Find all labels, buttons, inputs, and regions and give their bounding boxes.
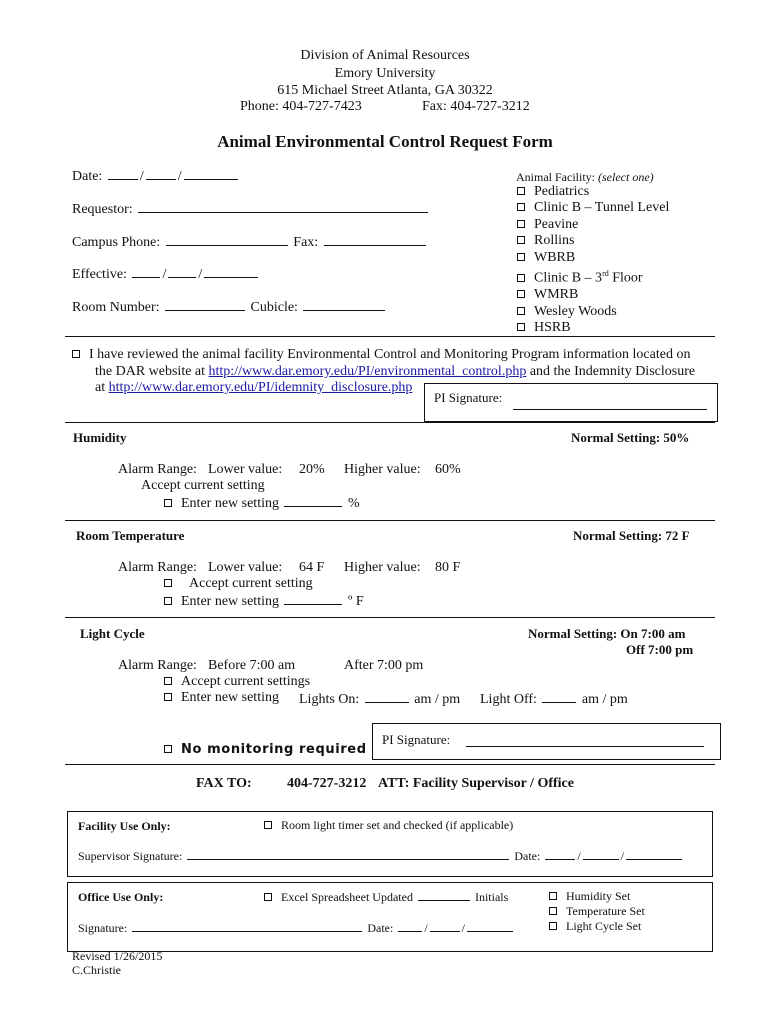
accept-label: Accept current settings	[181, 674, 311, 689]
room-light-timer-option[interactable]	[264, 818, 513, 833]
checkbox-icon[interactable]	[517, 187, 525, 195]
no-monitoring-label: No monitoring required	[181, 742, 367, 757]
divider	[65, 422, 715, 423]
campus-phone-field[interactable]	[72, 233, 428, 251]
checkbox-icon[interactable]	[517, 220, 525, 228]
humidity-lower-value: 20%	[299, 462, 325, 477]
checkbox-icon[interactable]	[164, 677, 172, 685]
superscript: rd	[602, 269, 609, 279]
temperature-alarm-label: Alarm Range:	[118, 560, 197, 575]
facility-option-pediatrics[interactable]	[517, 184, 669, 200]
fax-to-number: 404-727-3212	[287, 776, 367, 791]
lights-on-ampm: am / pm	[414, 692, 461, 707]
facility-option-wbrb[interactable]	[517, 250, 669, 266]
supervisor-signature-field[interactable]: Supervisor Signature: Date: / /	[78, 848, 684, 864]
excel-label: Excel Spreadsheet Updated	[281, 890, 413, 904]
checkbox-icon[interactable]	[549, 892, 557, 900]
revised-date: Revised 1/26/2015	[72, 949, 163, 963]
office-signature-field[interactable]: Signature: Date: / /	[78, 920, 515, 936]
light-off-ampm: am / pm	[581, 692, 628, 707]
option-label: Clinic B – Tunnel Level	[534, 200, 670, 216]
office-settings-checklist	[549, 889, 645, 934]
environmental-control-link[interactable]: http://www.dar.emory.edu/PI/environmental_control.php	[208, 364, 527, 379]
facility-option-rollins[interactable]	[517, 233, 669, 249]
enter-label: Enter new setting	[181, 496, 279, 511]
checkbox-icon[interactable]	[517, 274, 525, 282]
address: 615 Michael Street Atlanta, GA 30322	[277, 83, 493, 98]
temperature-set-option[interactable]	[549, 904, 645, 919]
phone: Phone: 404-727-7423	[240, 99, 362, 114]
university-name: Emory University	[334, 66, 436, 81]
option-label: WBRB	[534, 249, 576, 265]
division-name: Division of Animal Resources	[300, 48, 470, 63]
humidity-higher-value: 60%	[435, 462, 461, 477]
temperature-normal-setting: Normal Setting: 72 F	[573, 528, 690, 543]
checkbox-icon[interactable]	[517, 307, 525, 315]
review-text-2a: the DAR website at	[95, 364, 209, 379]
humidity-lower-label: Lower value:	[208, 462, 283, 477]
temperature-higher-label: Higher value:	[344, 560, 421, 575]
temperature-set-label: Temperature Set	[566, 904, 645, 918]
option-label: Pediatrics	[534, 184, 590, 199]
humidity-set-option[interactable]	[549, 889, 645, 904]
light-enter-new[interactable]	[164, 690, 279, 706]
facility-option-wesley-woods[interactable]	[517, 304, 669, 320]
form-title: Animal Environmental Control Request Form	[217, 132, 553, 151]
enter-label: Enter new setting	[181, 594, 279, 609]
checkbox-icon[interactable]	[517, 203, 525, 211]
office-date-label: Date:	[367, 921, 394, 935]
campus-phone-label: Campus Phone:	[72, 235, 161, 250]
supervisor-date-label: Date:	[514, 849, 541, 863]
checkbox-icon[interactable]	[517, 323, 525, 331]
divider	[65, 520, 715, 521]
timer-label: Room light timer set and checked (if applicable)	[281, 818, 514, 832]
humidity-unit: %	[347, 496, 360, 511]
option-label: Wesley Woods	[534, 303, 617, 319]
light-title: Light Cycle	[80, 626, 145, 641]
facility-use-title: Facility Use Only:	[78, 819, 171, 833]
office-signature-label: Signature:	[78, 921, 128, 935]
temperature-lower-label: Lower value:	[208, 560, 283, 575]
temperature-accept[interactable]	[164, 576, 313, 592]
checkbox-icon[interactable]	[72, 350, 80, 358]
light-off-label: Light Off:	[480, 692, 537, 707]
facility-options	[517, 184, 669, 336]
author: C.Christie	[72, 963, 122, 977]
option-label-suffix: Floor	[608, 270, 643, 286]
checkbox-icon[interactable]	[164, 745, 172, 753]
checkbox-icon[interactable]	[517, 253, 525, 261]
checkbox-icon[interactable]	[549, 907, 557, 915]
temperature-unit: º F	[347, 594, 364, 609]
indemnity-disclosure-link[interactable]: http://www.dar.emory.edu/PI/idemnity_disclosure.php	[108, 380, 413, 395]
facility-hint: (select one)	[598, 170, 654, 184]
pi-signature-label: PI Signature:	[434, 390, 503, 405]
room-number-field[interactable]	[72, 298, 387, 316]
facility-option-clinic-b-tunnel[interactable]	[517, 200, 669, 216]
review-line-2	[95, 364, 695, 380]
facility-header	[516, 170, 654, 185]
light-before: Before 7:00 am	[208, 658, 296, 673]
temperature-enter-new[interactable]	[164, 592, 364, 610]
review-text-1: I have reviewed the animal facility Environmental Control and Monitoring Program information located on	[89, 347, 691, 362]
enter-label: Enter new setting	[181, 690, 279, 705]
pi-signature-line[interactable]	[513, 409, 707, 410]
date-label: Date:	[72, 169, 103, 184]
office-use-title: Office Use Only:	[78, 890, 164, 904]
room-number-label: Room Number:	[72, 300, 160, 315]
fax-to-att: ATT: Facility Supervisor / Office	[378, 776, 574, 791]
facility-option-peavine[interactable]	[517, 217, 669, 233]
light-normal-setting-on: Normal Setting: On 7:00 am	[528, 626, 686, 641]
review-text-3a: at	[95, 380, 109, 395]
humidity-title: Humidity	[73, 430, 127, 445]
checkbox-icon[interactable]	[164, 693, 172, 701]
requestor-label: Requestor:	[72, 202, 133, 217]
option-label: Peavine	[534, 216, 579, 232]
fax-header: Fax: 404-727-3212	[422, 99, 530, 114]
light-accept[interactable]	[164, 674, 310, 690]
review-line-1	[72, 347, 690, 363]
checkbox-icon[interactable]	[164, 579, 172, 587]
divider	[65, 764, 715, 765]
light-cycle-set-label: Light Cycle Set	[566, 919, 642, 933]
option-label: Clinic B – 3	[534, 270, 603, 286]
fax-to-label: FAX TO:	[196, 776, 252, 791]
divider	[65, 617, 715, 618]
checkbox-icon[interactable]	[264, 821, 272, 829]
checkbox-icon[interactable]	[264, 893, 272, 901]
checkbox-icon[interactable]	[517, 236, 525, 244]
supervisor-label: Supervisor Signature:	[78, 849, 183, 863]
checkbox-icon[interactable]	[517, 290, 525, 298]
humidity-normal-setting: Normal Setting: 50%	[571, 430, 690, 445]
humidity-enter-new[interactable]	[164, 494, 360, 512]
effective-field[interactable]: Effective: / /	[72, 265, 260, 283]
light-off-field[interactable]	[480, 690, 628, 708]
light-cycle-set-option[interactable]	[549, 919, 645, 934]
checkbox-icon[interactable]	[549, 922, 557, 930]
cubicle-label: Cubicle:	[250, 300, 298, 315]
divider	[65, 336, 715, 337]
option-label: Rollins	[534, 233, 575, 249]
effective-label: Effective:	[72, 267, 127, 282]
humidity-higher-label: Higher value:	[344, 462, 421, 477]
excel-updated-option[interactable]	[264, 889, 508, 905]
review-line-3	[95, 380, 412, 396]
light-normal-setting-off: Off 7:00 pm	[626, 642, 694, 657]
humidity-alarm-label: Alarm Range:	[118, 462, 197, 477]
initials-label: Initials	[474, 890, 509, 904]
facility-option-hsrb[interactable]	[517, 320, 669, 336]
temperature-higher-value: 80 F	[435, 560, 461, 575]
humidity-set-label: Humidity Set	[566, 889, 631, 903]
light-alarm-label: Alarm Range:	[118, 658, 197, 673]
no-monitoring-option[interactable]	[164, 742, 367, 757]
date-field[interactable]: Date: / /	[72, 167, 240, 185]
temperature-lower-value: 64 F	[299, 560, 325, 575]
checkbox-icon[interactable]	[164, 597, 172, 605]
pi-signature-line-2[interactable]	[466, 746, 704, 747]
pi-signature-label-2: PI Signature:	[382, 732, 451, 747]
review-text-2b: and the Indemnity Disclosure	[526, 364, 696, 379]
fax-label: Fax:	[293, 235, 319, 250]
option-label: HSRB	[534, 319, 571, 335]
facility-option-clinic-b-3rd[interactable]	[517, 266, 669, 287]
accept-label: Accept current setting	[189, 576, 313, 591]
temperature-title: Room Temperature	[76, 528, 185, 543]
option-label: WMRB	[534, 287, 579, 303]
lights-on-field[interactable]	[299, 690, 460, 708]
facility-label: Animal Facility:	[516, 170, 595, 184]
requestor-field[interactable]	[72, 200, 430, 218]
checkbox-icon[interactable]	[164, 499, 172, 507]
humidity-accept[interactable]: Accept current setting	[141, 478, 265, 493]
light-after: After 7:00 pm	[344, 658, 424, 673]
lights-on-label: Lights On:	[299, 692, 360, 707]
facility-option-wmrb[interactable]	[517, 287, 669, 303]
